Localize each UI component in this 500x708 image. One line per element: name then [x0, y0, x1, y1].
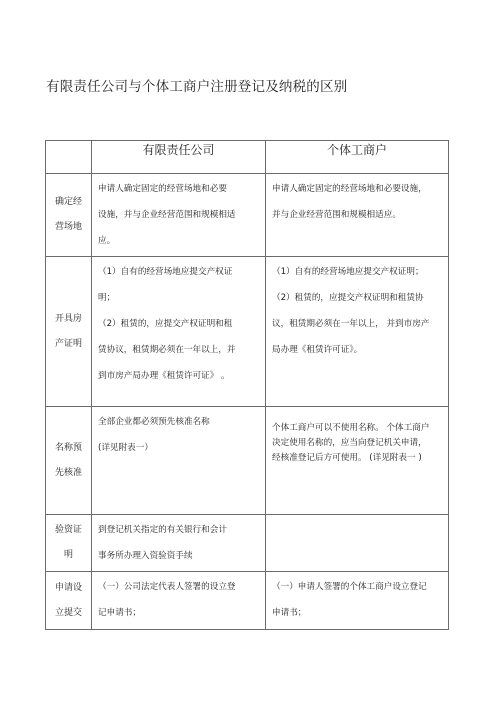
cell-text-line: （一）公司法定代表人签署的设立登 [98, 582, 236, 592]
row-label-line: 立提交 [54, 607, 82, 618]
header-cell-individual: 个体工商户 [266, 141, 449, 174]
row-label-line: 开具房 [54, 313, 82, 324]
header-cell-company: 有限责任公司 [92, 141, 266, 174]
cell-text-line: 事务所办理入资验资手续 [98, 551, 193, 561]
company-cell [92, 407, 266, 515]
cell-text-line: 设施，并与企业经营范围和规模相适 [98, 210, 236, 220]
cell-text-line: 局办理《租赁许可证》。 [272, 345, 363, 355]
row-label-line: 申请设 [54, 582, 82, 593]
row-label-cell [46, 257, 92, 407]
cell-text-line: 申请人确定固定的经营场地和必要设施， [272, 184, 427, 194]
row-label-line: 明 [63, 550, 73, 560]
cell-text-line: (详见附表一） [98, 443, 153, 453]
row-label-cell [46, 572, 92, 630]
table-row [46, 257, 449, 407]
individual-cell [266, 572, 449, 630]
cell-text-line: 个体工商户可以不使用名称。 个体工商户 [272, 423, 430, 433]
table-row [46, 515, 449, 572]
row-label-cell [46, 174, 92, 257]
individual-cell [266, 407, 449, 515]
row-label-line: 产证明 [54, 338, 82, 349]
table-header-row [46, 141, 449, 174]
cell-text-line: （1）自有的经营场地应提交产权证 [98, 267, 233, 277]
cell-text-line: 申请书； [272, 608, 307, 618]
company-cell [92, 572, 266, 630]
comparison-table [45, 140, 449, 630]
cell-text-line: （2）租赁的，应提交产权证明和租 [98, 319, 233, 329]
cell-text-line: 记申请书； [98, 608, 141, 618]
row-label-line: 确定经 [54, 197, 82, 207]
row-label-cell [46, 515, 92, 572]
cell-text-line: 申请人确定固定的经营场地和必要 [98, 184, 227, 194]
company-cell [92, 174, 266, 257]
cell-text-line: （一）申请人签署的个体工商户设立登记 [272, 582, 427, 592]
company-cell [92, 257, 266, 407]
cell-text-line: 应。 [98, 236, 116, 246]
individual-cell [266, 174, 449, 257]
row-label-line: 先核准 [54, 467, 82, 478]
table-row [46, 174, 449, 257]
document-title: 有限责任公司与个体工商户注册登记及纳税的区别 [46, 79, 348, 95]
cell-text-line: 赁协议，租赁期必须在一年以上，并 [98, 345, 236, 355]
cell-text-line: 议，租赁期必须在一年以上， 并到市房产 [272, 319, 430, 329]
row-label-cell [46, 407, 92, 515]
cell-text-line: （1）自有的经营场地应提交产权证明； [272, 267, 424, 277]
table-row [46, 407, 449, 515]
cell-text-line: 并与企业经营范围和规模相适应。 [272, 210, 401, 220]
cell-text-line: 到市房产局办理《租赁许可证》 。 [98, 371, 230, 381]
cell-text-line: 明； [98, 293, 116, 303]
row-label-line: 名称预 [54, 442, 82, 453]
row-label-line: 验资证 [54, 525, 82, 535]
cell-text-line: 到登记机关指定的有关银行和会计 [98, 525, 227, 535]
header-cell-empty [46, 141, 92, 174]
company-cell [92, 515, 266, 572]
cell-text-line: 决定使用名称的，应当向登记机关申请， [272, 438, 427, 448]
individual-cell [266, 257, 449, 407]
table-row [46, 572, 449, 630]
row-label-line: 营场地 [54, 222, 82, 232]
cell-text-line: 全部企业都必须预先核准名称 [98, 417, 210, 427]
individual-cell-empty [266, 515, 449, 572]
cell-text-line: （2）租赁的，应提交产权证明和租赁协 [272, 293, 424, 303]
cell-text-line: 经核准登记后方可使用。 (详见附表一 ) [272, 453, 422, 463]
